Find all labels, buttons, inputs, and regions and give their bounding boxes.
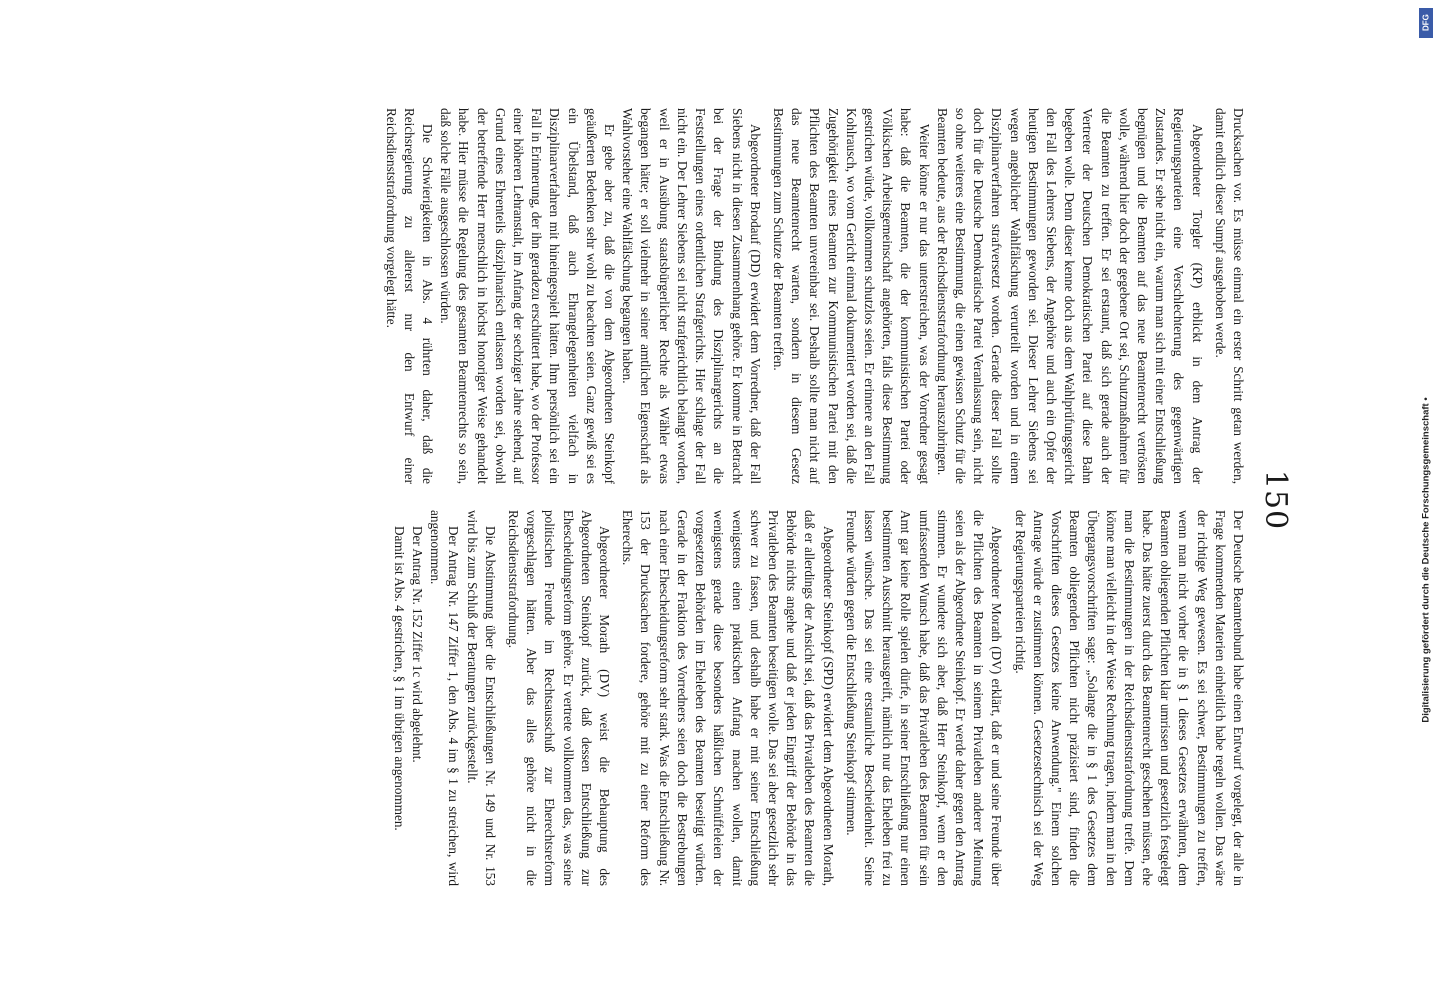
- paragraph: Der Deutsche Beamtenbund habe einen Entwurf vorgelegt, der alle in Frage kommenden Materien einheitlich habe regeln wollen. Das wäre der richtige Weg gewesen. Es sei schwer, Bestimmungen zu treffen, wenn man nicht vorher die in § 1 dieses Gesetzes erwähnten, dem Beamten obliegenden Pflichten klar umrissen und gesetzlich festgelegt habe. Das hätte zuerst durch das Beamtenrecht geschehen müssen, ehe man die Bestimmungen in der Reichsdienststrafordnung treffe. Dem könne man vielleicht in der Weise Rechnung tragen, indem man in den Übergangsvorschriften sage: „Solange die in § 1 des Gesetzes dem Beamten obliegenden Pflichten nicht präzisiert sind, finden die Vorschriften dieses Gesetzes keine Anwendung." Einem solchen Antrage würde er zustimmen können. Gesetzestechnisch sei der Weg der Regierungsparteien richtig.: [1012, 510, 1246, 886]
- paragraph: Weiter könne er nur das unterstreichen, was der Vorredner gesagt habe: daß die Beamten, die der kommunistischen Partei oder Völkischen Arbeitsgemeinschaft angehörten, falls diese Bestimmung gestrichen würde, vollkommen schutzlos seien. Er erinnere an den Fall Kohlrausch, wo vom Gericht einmal dokumentiert worden sei, daß die Zugehörigkeit eines Beamten zur Kommunistischen Partei mit den Pflichten des Beamten unvereinbar sei. Deshalb sollte man nicht auf das neue Beamtenrecht warten, sondern in diesem Gesetz Bestimmungen zum Schutze der Beamten treffen.: [770, 108, 932, 484]
- paragraph: Die Schwierigkeiten in Abs. 4 rührten daher, daß die Reichsregierung zu allererst nur den Entwurf einer Reichsdienststrafordnung vorgelegt hätte.: [383, 108, 436, 484]
- paragraph: Der Antrag Nr. 152 Ziffer 1c wird abgelehnt.: [410, 526, 426, 763]
- paragraph: Abgeordneter Steinkopf (SPD) erwidert dem Abgeordneten Morath, daß er allerdings der Ansicht sei, daß das Privatleben des Beamten die Behörde nichts angehe und daß er jeden Eingriff der Behörde in das Privatleben des Beamten beseitigen wolle. Das sei aber gesetzlich sehr schwer zu fassen, und deshalb habe er mit seiner Entschließung wenigstens einen praktischen Anfang machen wollen, damit wenigstens gerade diese besonders häßlichen Schnüffeleien der vorgesetzten Behörden im Eheleben des Beamten beseitigt würden. Gerade in der Fraktion des Vorredners seien doch die Bestrebungen nach einer Ehescheidungsreform sehr stark. Was die Entschließung Nr. 153 der Drucksachen fordere, gehöre mit zu einer Reform des Eherechts.: [620, 510, 836, 886]
- paragraph: Der Antrag Nr. 147 Ziffer 1, den Abs. 4 im § 1 zu streichen, wird angenommen.: [428, 510, 462, 886]
- dfg-logo: DFG: [1419, 8, 1433, 38]
- page-number: 150: [1258, 469, 1293, 531]
- right-column: [187, 510, 1247, 886]
- paragraph: Abgeordneter Torgler (KP) erblickt in dem Antrag der Regierungsparteien eine Verschlechterung des gegenwärtigen Zustandes. Er sehe nicht ein, warum man sich mit einer Entschließung begnügen und die Beamten auf das neue Beamtenrecht vertrösten wolle, während hier doch der gegebene Ort sei, Schutzmaßnahmen für die Beamten zu treffen. Er sei erstaunt, daß sich gerade auch der Vertreter der Deutschen Demokratischen Partei auf diese Bahn begeben wolle. Denn dieser kenne doch aus dem Wahlprüfungsgericht den Fall des Lehrers Siebens, der Angehöre und auch ein Opfer der heutigen Bestimmungen geworden sei. Dieser Lehrer Siebens sei wegen angeblicher Wahlfälschung verurteilt worden und in einem Disziplinarverfahren strafversetzt worden. Gerade dieser Fall sollte doch für die Deutsche Demokratische Partei Veranlassung sein, nicht so ohne weiteres eine Bestimmung, die einen gewissen Schutz für die Beamten bedeute, aus der Reichsdienststrafordnung herauszubringen.: [934, 108, 1205, 484]
- document-page: [127, 90, 1307, 910]
- paragraph: Abgeordneter Brodauf (DD) erwidert dem Vorredner, daß der Fall Siebens nicht in diesen Zusammenhang gehöre. Er komme in Betracht bei der Frage der Bindung des Disziplinargerichts an die Feststellungen eines ordentlichen Strafgerichts. Hier schlage der Fall nicht ein. Der Lehrer Siebens sei nicht strafgerichtlich belangt worden, weil er in Ausübung staatsbürgerlicher Rechte als Wähler etwas begangen hätte; er soll vielmehr in seiner amtlichen Eigenschaft als Wahlvorsteher eine Wahlfälschung begangen haben.: [620, 108, 763, 484]
- left-column: [187, 108, 1247, 484]
- paragraph: Damit ist Abs. 4 gestrichen, § 1 im übrigen angenommen.: [391, 526, 407, 831]
- paragraph: Die Abstimmung über die Entschließungen Nr. 149 und Nr. 153 wird bis zum Schluß der Beratungen zurückgestellt.: [464, 510, 498, 886]
- paragraph: Abgeordneter Morath (DV) weist die Behauptung des Abgeordneten Steinkopf zurück, daß dessen Entschließung zur Ehescheidungsreform gehöre. Er vertrete vollkommen das, was seine politischen Freunde im Rechtsausschuß zur Eherechtsreform vorgeschlagen hätten. Aber das alles gehöre nicht in die Reichsdienststrafordnung.: [506, 510, 613, 886]
- paragraph: Er gebe aber zu, daß die von dem Abgeordneten Steinkopf geäußerten Bedenken sehr wohl zu beachten seien. Ganz gewiß sei es ein Übelstand, daß auch Ehrangelegenheiten vielfach in Disziplinarverfahren mit hineingespielt hätten. Ihm persönlich sei ein Fall in Erinnerung, der ihn geradezu erschüttert habe, wo der Professor einer höheren Lehranstalt, im Anfang der sechziger Jahre stehend, auf Grund eines Ehrenteils disziplinarisch entlassen worden sei, obwohl der betreffende Herr menschlich in höchst honoriger Weise gehandelt habe. Hier müsse die Regelung des gesamten Beamtenrechts so sein, daß solche Fälle ausgeschlossen würden.: [438, 108, 618, 484]
- paragraph: Drucksachen vor. Es müsse einmal ein erster Schritt getan werden, damit endlich dieser Sumpf ausgehoben werde.: [1212, 108, 1246, 484]
- funding-credit: [1418, 0, 1434, 1000]
- credit-text: Digitalisierung gefördert durch die Deutsche Forschungsgemeinschaft •: [1420, 397, 1432, 723]
- paragraph: Abgeordneter Morath (DV) erklärt, daß er und seine Freunde über die Pflichten des Beamten in seinem Privatleben anderer Meinung seien als der Abgeordnete Steinkopf. Er werde daher gegen den Antrag stimmen. Er wundere sich aber, daß Herr Steinkopf, wenn er den umfassenden Wunsch habe, daß das Privatleben des Beamten für sein Amt gar keine Rolle spielen dürfe, in seiner Entschließung nur einen bestimmten Ausschnitt herausgreift, nämlich nur das Eheleben frei zu lassen wünsche. Das sei eine erstaunliche Bescheidenheit. Seine Freunde würden gegen die Entschließung Steinkopf stimmen.: [843, 510, 1005, 886]
